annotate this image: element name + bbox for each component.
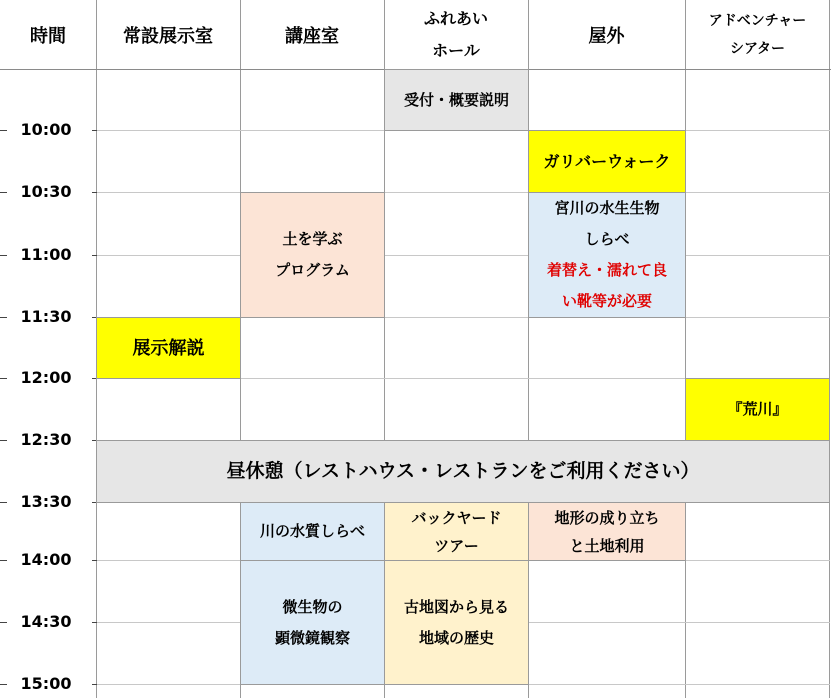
header-adventure-theater: アドベンチャー シアター: [708, 12, 807, 57]
event-arakawa-film: 『荒川』: [685, 378, 830, 441]
event-gulliver-walk: ガリバーウォーク: [528, 130, 686, 193]
event-miyagawa-aquatic-survey: 宮川の水生生物 しらべ 着替え・濡れて良 い靴等が必要: [528, 192, 686, 318]
time-tick: [92, 622, 97, 623]
time-label: 12:00: [20, 368, 72, 387]
time-label: 11:00: [20, 245, 72, 264]
time-label: 10:30: [20, 182, 72, 201]
column-line: [685, 0, 686, 698]
row-line: [96, 192, 830, 193]
lunch-break: 昼休憩（レストハウス・レストランをご利用ください）: [96, 440, 830, 503]
event-water-quality-survey: 川の水質しらべ: [240, 502, 385, 561]
header-time: 時間: [30, 25, 66, 47]
header-permanent-exhibit: 常設展示室: [123, 25, 213, 47]
event-reception: 受付・概要説明: [384, 69, 529, 131]
event-microbe-microscope: 微生物の 顕微鏡観察: [240, 560, 385, 685]
time-tick: [92, 255, 97, 256]
event-exhibit-guide: 展示解説: [96, 317, 241, 379]
time-label: 14:30: [20, 612, 72, 631]
time-label: 12:30: [20, 430, 72, 449]
row-line: [96, 255, 830, 256]
event-landform-land-use: 地形の成り立ち と土地利用: [528, 502, 686, 561]
time-label: 15:00: [20, 674, 72, 693]
time-tick: [92, 130, 97, 131]
header-fureai-hall: ふれあい ホール: [423, 8, 488, 60]
header-lecture-room: 講座室: [285, 25, 339, 47]
column-line: [829, 0, 830, 698]
note-text: 着替え・濡れて良: [546, 261, 667, 279]
time-label: 14:00: [20, 550, 72, 569]
time-label: 10:00: [20, 120, 72, 139]
time-tick: [92, 684, 97, 685]
time-tick: [92, 192, 97, 193]
note-text: い靴等が必要: [561, 292, 652, 310]
event-soil-program: 土を学ぶ プログラム: [240, 192, 385, 318]
event-backyard-tour: バックヤード ツアー: [384, 502, 529, 561]
event-old-map-history: 古地図から見る 地域の歴史: [384, 560, 529, 685]
time-label: 13:30: [20, 492, 72, 511]
time-label: 11:30: [20, 307, 72, 326]
time-tick: [92, 560, 97, 561]
header-outdoor: 屋外: [588, 25, 625, 47]
